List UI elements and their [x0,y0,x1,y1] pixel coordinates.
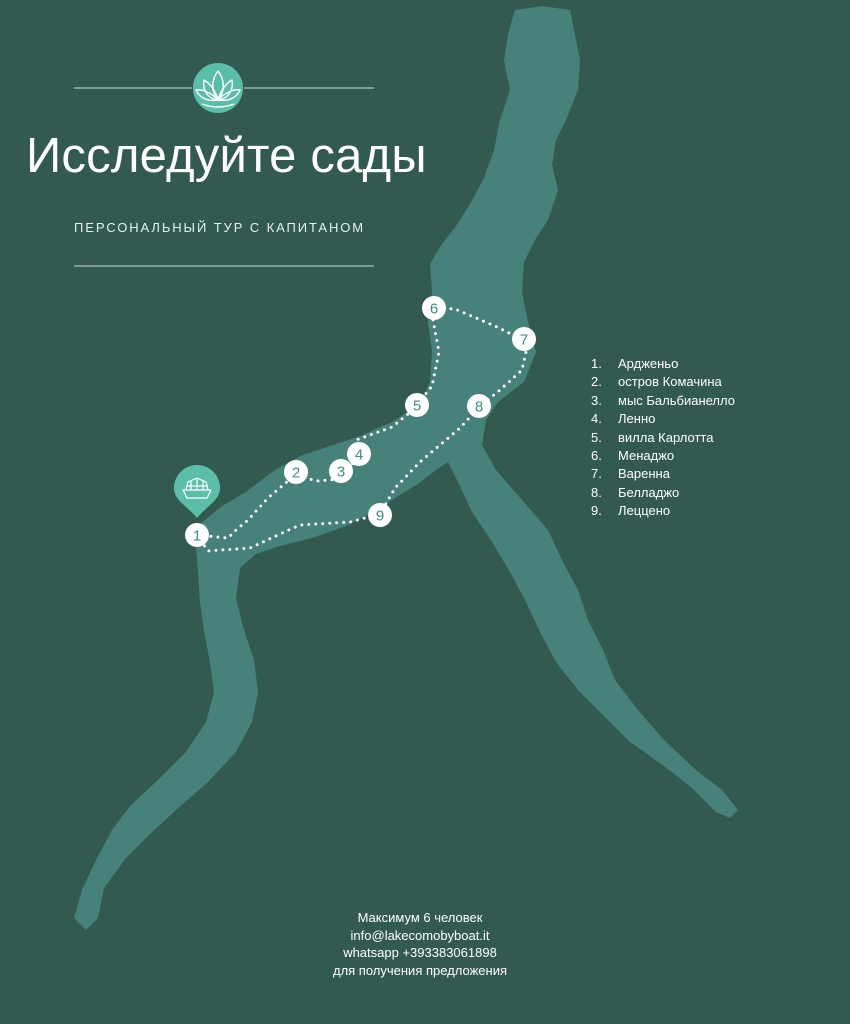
legend-item [591,502,735,520]
stop-marker-3[interactable] [329,459,353,483]
stop-marker-6[interactable] [422,296,446,320]
legend-item-label: Ленно [618,411,656,427]
legend-item-label: остров Комачина [618,374,722,390]
legend-item-label: Леццено [618,503,671,519]
stop-marker-4-label: 4 [354,446,364,464]
stop-marker-2[interactable] [284,460,308,484]
stop-marker-9[interactable] [368,503,392,527]
page-title: Исследуйте сады [26,129,427,183]
legend-item-number: 8. [591,484,602,500]
stop-marker-1[interactable] [185,523,209,547]
legend-item-number: 5. [591,429,602,445]
legend-item-label: Менаджо [618,447,675,463]
lotus-icon [193,63,243,113]
legend-item [591,410,735,428]
legend-item [591,392,735,410]
stop-marker-9-label: 9 [375,507,385,525]
legend-item-number: 6. [591,447,602,463]
stop-marker-6-label: 6 [429,300,439,318]
email-link[interactable]: info@lakecomobyboat.it [350,927,490,943]
stop-marker-8-label: 8 [474,398,484,416]
legend-item-label: мыс Бальбианелло [618,392,735,408]
page-subtitle: ПЕРСОНАЛЬНЫЙ ТУР С КАПИТАНОМ [74,220,365,235]
stop-marker-3-label: 3 [336,463,346,481]
legend-item [591,465,735,483]
legend-item [591,355,735,373]
legend-item-label: Варенна [618,466,670,482]
legend-item-number: 9. [591,503,602,519]
stops-legend [591,355,735,521]
legend-item-number: 2. [591,374,602,390]
stop-marker-1-label: 1 [192,527,202,545]
stop-marker-4[interactable] [347,442,371,466]
legend-item [591,429,735,447]
stop-marker-2-label: 2 [291,464,301,482]
contact-block [300,909,540,979]
legend-item-number: 7. [591,466,602,482]
legend-item [591,373,735,391]
legend-item-label: Ардженьо [618,356,679,371]
start-pin [174,465,220,518]
stop-marker-8[interactable] [467,394,491,418]
stop-marker-5-label: 5 [412,397,422,415]
whatsapp-link[interactable]: whatsapp +393383061898 [343,945,497,960]
capacity-text: Максимум 6 человек [357,910,483,925]
legend-item [591,484,735,502]
legend-item [591,447,735,465]
stop-marker-5[interactable] [405,393,429,417]
legend-item-number: 4. [591,411,602,427]
stop-marker-7[interactable] [512,327,536,351]
offer-note: для получения предложения [332,962,507,978]
legend-item-label: Белладжо [618,484,680,500]
legend-item-label: вилла Карлотта [618,429,714,445]
legend-item-number: 3. [591,392,602,408]
legend-item-number: 1. [591,356,602,371]
stop-marker-7-label: 7 [519,331,529,349]
